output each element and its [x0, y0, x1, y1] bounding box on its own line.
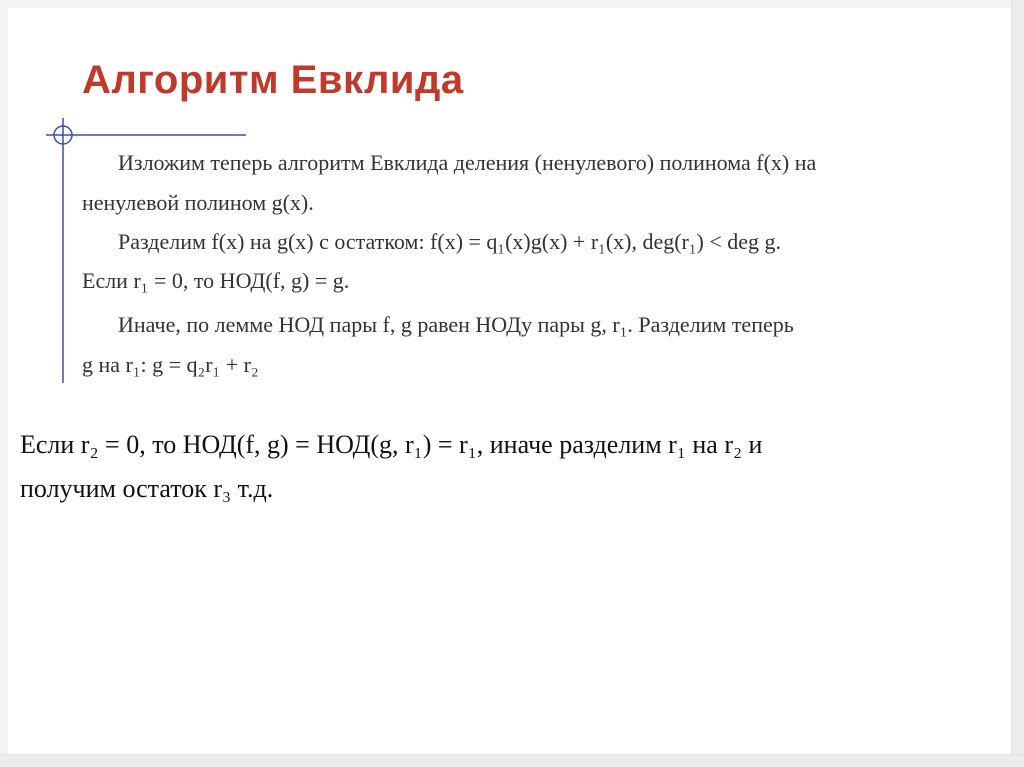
paragraph-2-line-2: Если r₁ = 0, то НОД(f, g) = g. [82, 268, 350, 293]
paragraph-1-line-1: Изложим теперь алгоритм Евклида деления (ненулевого) полинома f(x) на [118, 150, 817, 175]
slide-frame-bottom [0, 754, 1024, 767]
slide-frame-right [1011, 0, 1024, 767]
paragraph-2-line-1: Разделим f(x) на g(x) с остатком: f(x) = q₁(x)g(x) + r₁(x), deg(r₁) < deg g. [118, 229, 782, 254]
conclusion-line-2: получим остаток r₃ т.д. [20, 474, 274, 503]
paragraph-3-line-2: g на r₁: g = q₂r₁ + r₂ [82, 352, 259, 377]
slide-title: Алгоритм Евклида [82, 58, 464, 102]
slide-frame-top [0, 0, 1024, 8]
paragraph-1-line-2: ненулевой полином g(x). [82, 190, 314, 215]
conclusion-line-1: Если r₂ = 0, то НОД(f, g) = НОД(g, r₁) = r₁, иначе разделим r₁ на r₂ и [20, 430, 763, 459]
slide-frame-left [0, 0, 8, 767]
paragraph-3-line-1: Иначе, по лемме НОД пары f, g равен НОДу пары g, r₁. Разделим теперь [118, 312, 794, 337]
